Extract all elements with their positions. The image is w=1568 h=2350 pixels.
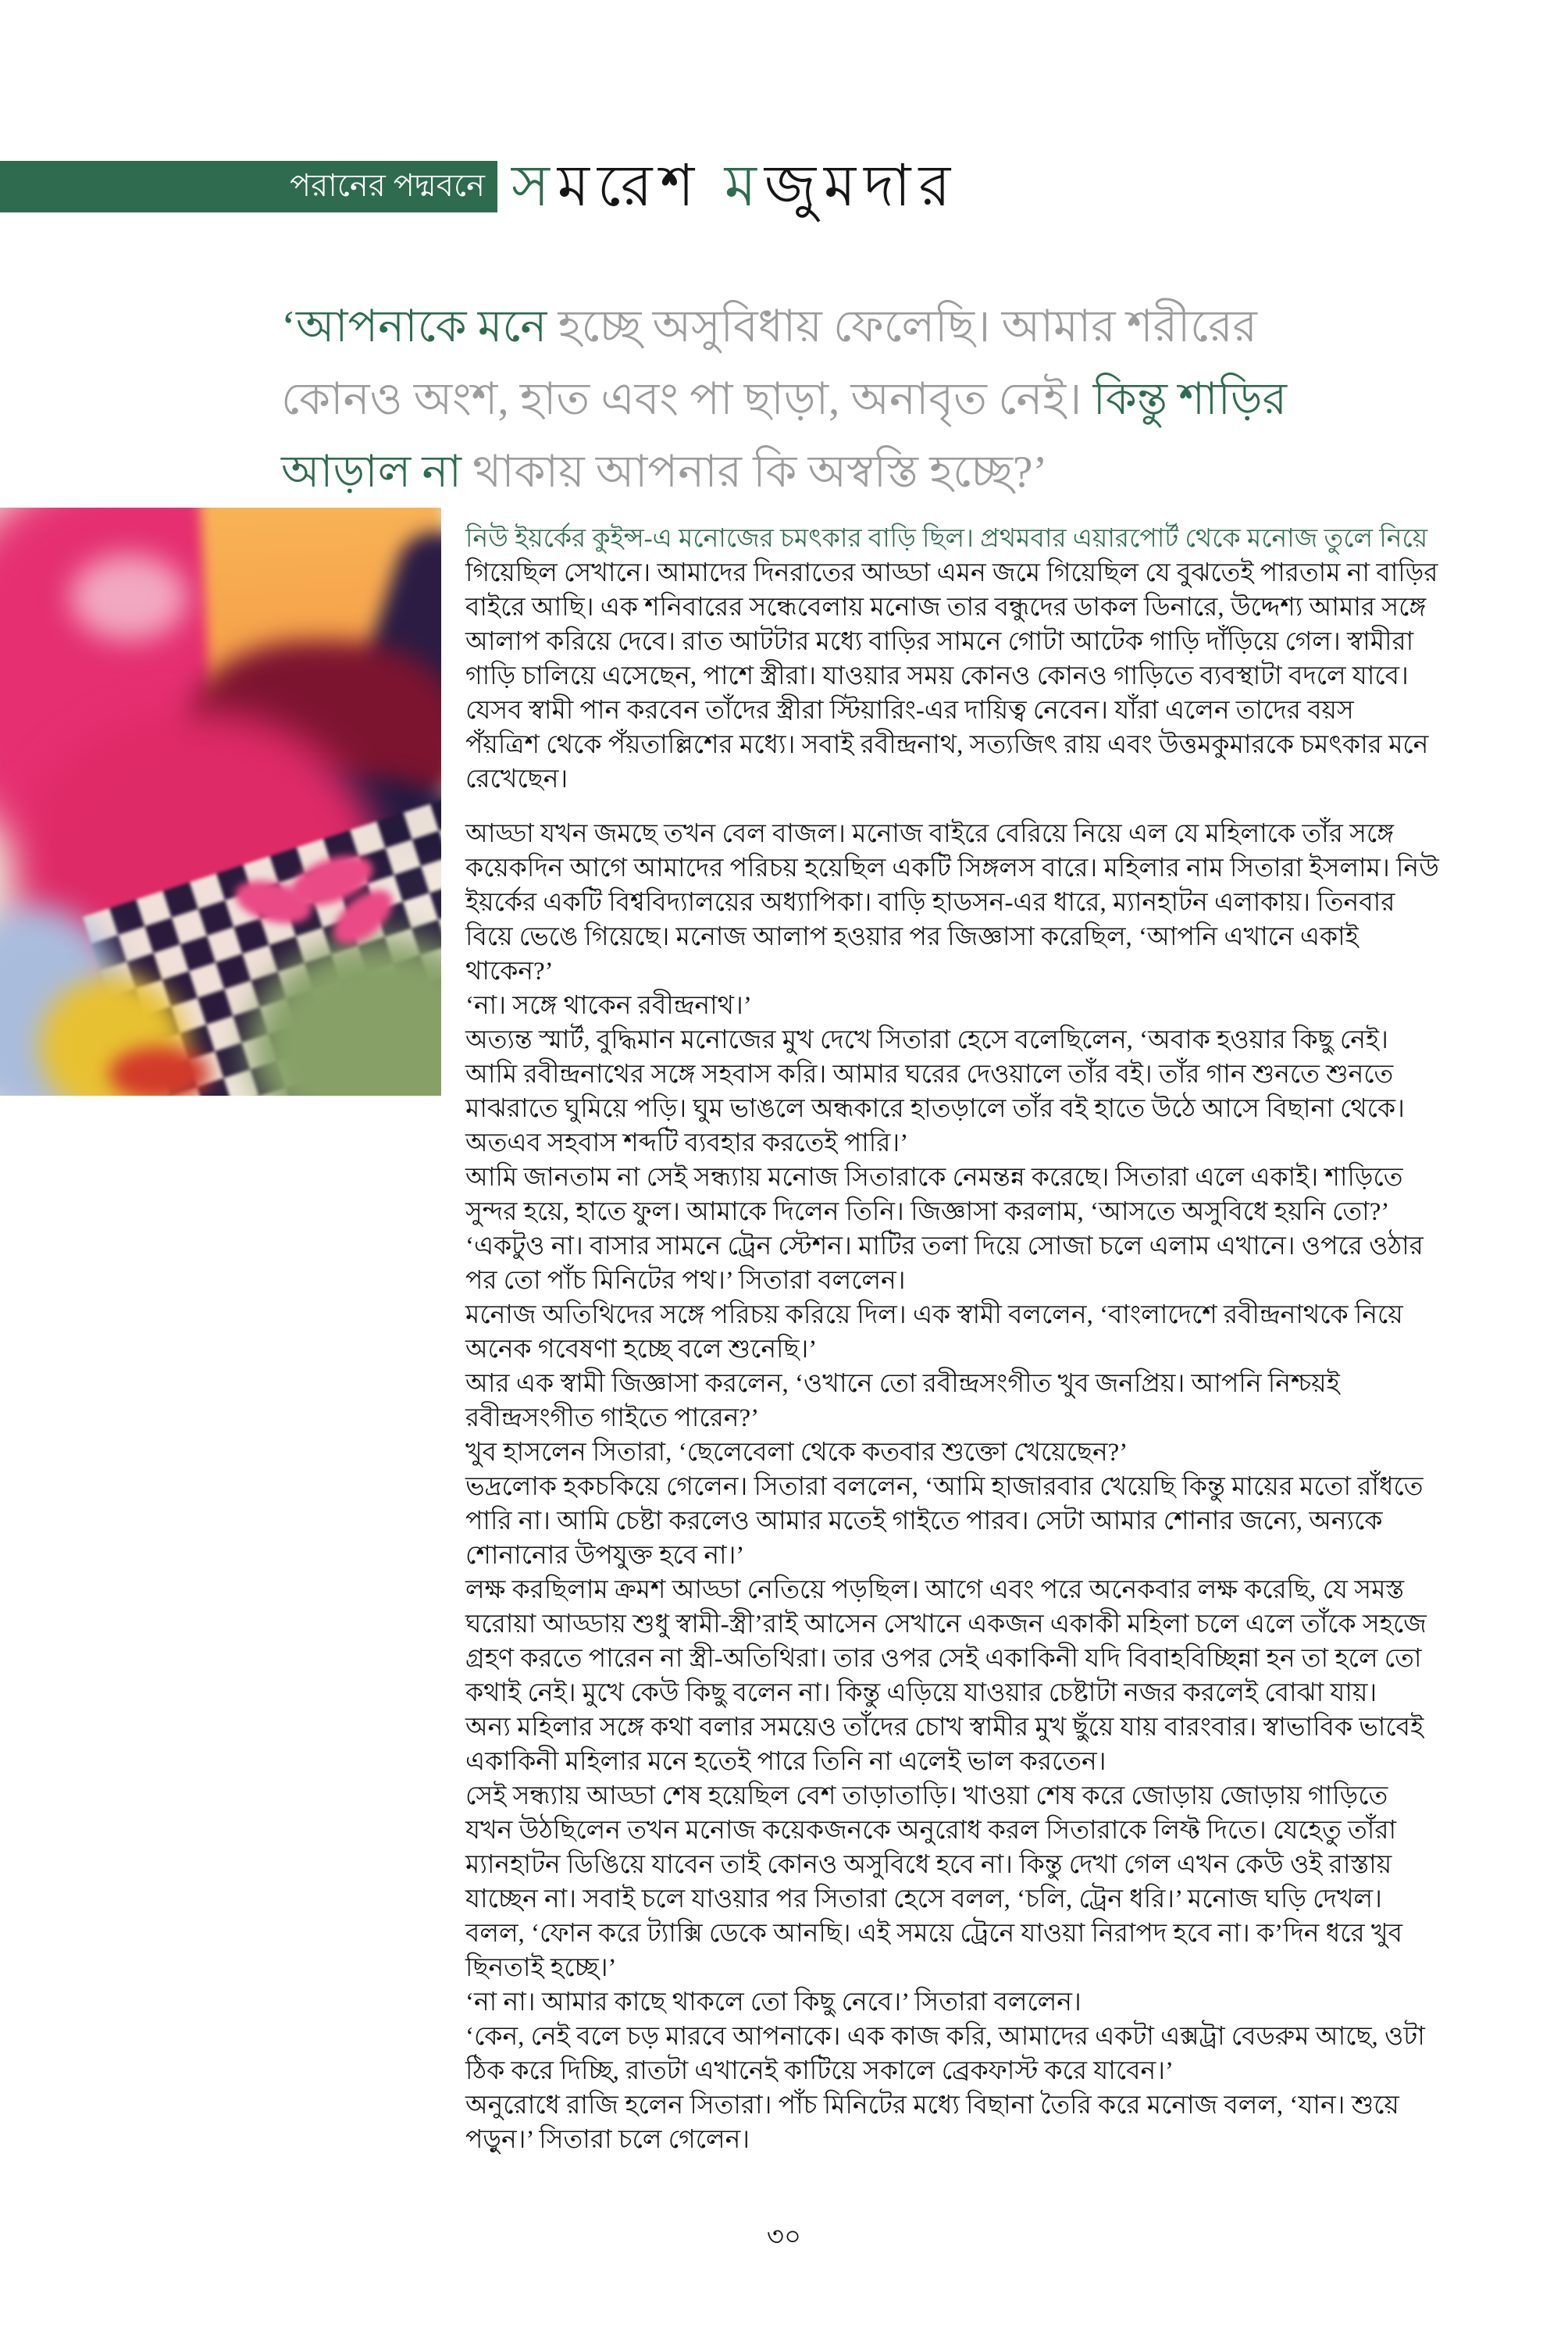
body-line: যখন উঠছিলেন তখন মনোজ কয়েকজনকে অনুরোধ করল সিতারাকে লিফ্ট দিতে। যেহেতু তাঁরা xyxy=(465,1817,1397,1845)
body-line: আলাপ করিয়ে দেবে। রাত আটটার মধ্যে বাড়ির সামনে গোটা আটেক গাড়ি দাঁড়িয়ে গেল। স্বামীরা xyxy=(465,628,1414,656)
pull-quote-segment: ‘আপনাকে মনে xyxy=(281,302,558,351)
author-name-part: ম xyxy=(724,155,764,219)
artwork-image xyxy=(0,508,441,1096)
body-line: ইয়র্কের একটি বিশ্ববিদ্যালয়ের অধ্যাপিকা। বাড়ি হাডসন-এর ধারে, ম্যানহাটন এলাকায়। তিনবার xyxy=(465,889,1395,917)
body-line: ম্যানহাটন ডিঙিয়ে যাবেন তাই কোনও অসুবিধে হবে না। কিন্তু দেখা গেল এখন কেউ ওই রাস্তায় xyxy=(465,1851,1392,1879)
body-line: যাচ্ছেন না। সবাই চলে যাওয়ার পর সিতারা হেসে বলল, ‘চলি, ট্রেন ধরি।’ মনোজ ঘড়ি দেখল। xyxy=(465,1885,1382,1913)
pull-quote-line xyxy=(281,363,1390,436)
body-line: পঁয়ত্রিশ থেকে পঁয়তাল্লিশের মধ্যে। সবাই রবীন্দ্রনাথ, সত্যজিৎ রায় এবং উত্তমকুমারকে চমৎকার মনে xyxy=(465,731,1429,759)
pull-quote-segment: কিন্তু শাড়ির xyxy=(1092,375,1287,424)
story-text xyxy=(465,522,1527,2157)
body-line: ঘরোয়া আড্ডায় শুধু স্বামী-স্ত্রী’রাই আসেন সেখানে একজন একাকী মহিলা চলে এলে তাঁকে সহজে xyxy=(465,1610,1427,1639)
author-name-part: মরেশ xyxy=(557,155,725,219)
body-line: রবীন্দ্রসংগীত গাইতে পারেন?’ xyxy=(465,1404,760,1432)
body-line: থাকেন?’ xyxy=(465,957,554,986)
body-line: বিয়ে ভেঙে গিয়েছে। মনোজ আলাপ হওয়ার পর জিজ্ঞাসা করেছিল, ‘আপনি এখানে একাই xyxy=(465,923,1359,951)
body-line: পর তো পাঁচ মিনিটের পথ।’ সিতারা বললেন। xyxy=(465,1267,906,1295)
pull-quote-line xyxy=(281,291,1390,363)
body-line: বলল, ‘ফোন করে ট্যাক্সি ডেকে আনছি। এই সময়ে ট্রেনে যাওয়া নিরাপদ হবে না। ক’দিন ধরে খুব xyxy=(465,1920,1402,1948)
artwork-red-blob xyxy=(109,1047,211,1096)
author-name xyxy=(511,153,958,220)
body-line: অন্য মহিলার সঙ্গে কথা বলার সময়েও তাঁদের চোখ স্বামীর মুখ ছুঁয়ে যায় বারংবার। স্বাভাবিক ভাবেই xyxy=(465,1713,1424,1742)
body-line: মনোজ অতিথিদের সঙ্গে পরিচয় করিয়ে দিল। এক স্বামী বললেন, ‘বাংলাদেশে রবীন্দ্রনাথকে নিয়ে xyxy=(465,1301,1403,1329)
body-line: গ্রহণ করতে পারেন না স্ত্রী-অতিথিরা। তার ওপর সেই একাকিনী যদি বিবাহবিচ্ছিন্না হন তা হলে তো xyxy=(465,1645,1422,1673)
body-line: ‘না। সঙ্গে থাকেন রবীন্দ্রনাথ।’ xyxy=(465,992,752,1020)
body-line: রেখেছেন। xyxy=(465,765,568,793)
body-line: অত্যন্ত স্মার্ট, বুদ্ধিমান মনোজের মুখ দেখে সিতারা হেসে বলেছিলেন, ‘অবাক হওয়ার কিছু নেই। xyxy=(465,1026,1388,1054)
body-line: খুব হাসলেন সিতারা, ‘ছেলেবেলা থেকে কতবার শুক্তো খেয়েছেন?’ xyxy=(465,1439,1128,1467)
body-line: পারি না। আমি চেষ্টা করলেও আমার মতেই গাইতে পারব। সেটা আমার শোনার জন্যে, অন্যকে xyxy=(465,1507,1383,1535)
body-line: পড়ুন।’ সিতারা চলে গেলেন। xyxy=(465,2126,750,2154)
author-name-part: জুমদার xyxy=(764,155,959,219)
body-line: ‘না না। আমার কাছে থাকলে তো কিছু নেবে।’ সিতারা বললেন। xyxy=(465,1988,1082,2017)
body-line: কথাই নেই। মুখে কেউ কিছু বলেন না। কিন্তু এড়িয়ে যাওয়ার চেষ্টাটা নজর করলেই বোঝা যায়। xyxy=(465,1679,1377,1707)
body-line: অনেক গবেষণা হচ্ছে বলে শুনেছি।’ xyxy=(465,1335,818,1364)
body-line: গাড়ি চালিয়ে এসেছেন, পাশে স্ত্রীরা। যাওয়ার সময় কোনও কোনও গাড়িতে ব্যবস্থাটা বদলে যাবে। xyxy=(465,662,1409,690)
body-line: কয়েকদিন আগে আমাদের পরিচয় হয়েছিল একটি সিঙ্গলস বারে। মহিলার নাম সিতারা ইসলাম। নিউ xyxy=(465,854,1439,883)
body-line: ‘কেন, নেই বলে চড় মারবে আপনাকে। এক কাজ করি, আমাদের একটা এক্সট্রা বেডরুম আছে, ওটা xyxy=(465,2023,1425,2051)
artwork-lightpink-blob xyxy=(70,555,187,640)
series-title: পরানের পদ্মবনে xyxy=(290,167,485,203)
body-line: আমি রবীন্দ্রনাথের সঙ্গে সহবাস করি। আমার ঘরের দেওয়ালে তাঁর বই। তাঁর গান শুনতে শুনতে xyxy=(465,1061,1394,1089)
body-line: অতএব সহবাস শব্দটি ব্যবহার করতেই পারি।’ xyxy=(465,1129,909,1157)
pull-quote-segment: হচ্ছে অসুবিধায় ফেলেছি। আমার শরীরের xyxy=(558,302,1257,351)
body-line: ‘একটুও না। বাসার সামনে ট্রেন স্টেশন। মাটির তলা দিয়ে সোজা চলে এলাম এখানে। ওপরে ওঠার xyxy=(465,1232,1424,1261)
body-line: অনুরোধে রাজি হলেন সিতারা। পাঁচ মিনিটের মধ্যে বিছানা তৈরি করে মনোজ বলল, ‘যান। শুয়ে xyxy=(465,2091,1399,2120)
body-line: একাকিনী মহিলার মনে হতেই পারে তিনি না এলেই ভাল করতেন। xyxy=(465,1748,1107,1776)
body-line: সেই সন্ধ্যায় আড্ডা শেষ হয়েছিল বেশ তাড়াতাড়ি। খাওয়া শেষ করে জোড়ায় জোড়ায় গাড়িতে xyxy=(465,1782,1388,1810)
author-name-part: স xyxy=(511,155,558,219)
page-number: ৩০ xyxy=(766,2223,802,2252)
pull-quote xyxy=(281,291,1390,508)
pull-quote-segment: থাকায় আপনার কি অস্বস্তি হচ্ছে?’ xyxy=(472,448,1048,497)
body-line: ছিনতাই হচ্ছে।’ xyxy=(465,1954,617,1982)
body-line: যেসব স্বামী পান করবেন তাঁদের স্ত্রীরা স্টিয়ারিং-এর দায়িত্ব নেবেন। যাঁরা এলেন তাদের বয়স xyxy=(465,697,1354,725)
body-line: শোনানোর উপযুক্ত হবে না।’ xyxy=(465,1542,745,1570)
body-line: আড্ডা যখন জমছে তখন বেল বাজল। মনোজ বাইরে বেরিয়ে নিয়ে এল যে মহিলাকে তাঁর সঙ্গে xyxy=(465,820,1395,848)
body-line: গিয়েছিল সেখানে। আমাদের দিনরাতের আড্ডা এমন জমে গিয়েছিল যে বুঝতেই পারতাম না বাড়ির xyxy=(465,559,1438,587)
body-line: নিউ ইয়র্কের কুইন্স-এ মনোজের চমৎকার বাড়ি ছিল। প্রথমবার এয়ারপোর্ট থেকে মনোজ তুলে নিয়ে xyxy=(465,525,1428,553)
pull-quote-segment: কোনও অংশ, হাত এবং পা ছাড়া, অনাবৃত নেই। xyxy=(281,375,1093,424)
body-line: ঠিক করে দিচ্ছি, রাতটা এখানেই কাটিয়ে সকালে ব্রেকফাস্ট করে যাবেন।’ xyxy=(465,2057,1174,2085)
body-line: বাইরে আছি। এক শনিবারের সন্ধেবেলায় মনোজ তার বন্ধুদের ডাকল ডিনারে, উদ্দেশ্য আমার সঙ্গে xyxy=(465,594,1427,622)
body-line: মাঝরাতে ঘুমিয়ে পড়ি। ঘুম ভাঙলে অন্ধকারে হাতড়ালে তাঁর বই হাতে উঠে আসে বিছানা থেকে। xyxy=(465,1095,1405,1123)
pull-quote-line xyxy=(281,436,1390,508)
series-title-band xyxy=(0,161,497,212)
body-line: লক্ষ করছিলাম ক্রমশ আড্ডা নেতিয়ে পড়ছিল। আগে এবং পরে অনেকবার লক্ষ করেছি, যে সমস্ত xyxy=(465,1576,1405,1604)
body-line: আমি জানতাম না সেই সন্ধ্যায় মনোজ সিতারাকে নেমন্তন্ন করেছে। সিতারা এলে একাই। শাড়িতে xyxy=(465,1164,1403,1192)
body-line: আর এক স্বামী জিজ্ঞাসা করলেন, ‘ওখানে তো রবীন্দ্রসংগীত খুব জনপ্রিয়। আপনি নিশ্চয়ই xyxy=(465,1370,1340,1398)
body-line: সুন্দর হয়ে, হাতে ফুল। আমাকে দিলেন তিনি। জিজ্ঞাসা করলাম, ‘আসতে অসুবিধে হয়নি তো?’ xyxy=(465,1198,1390,1226)
pull-quote-segment: আড়াল না xyxy=(281,448,473,497)
body-line: ভদ্রলোক হকচকিয়ে গেলেন। সিতারা বললেন, ‘আমি হাজারবার খেয়েছি কিন্তু মায়ের মতো রাঁধতে xyxy=(465,1473,1424,1501)
